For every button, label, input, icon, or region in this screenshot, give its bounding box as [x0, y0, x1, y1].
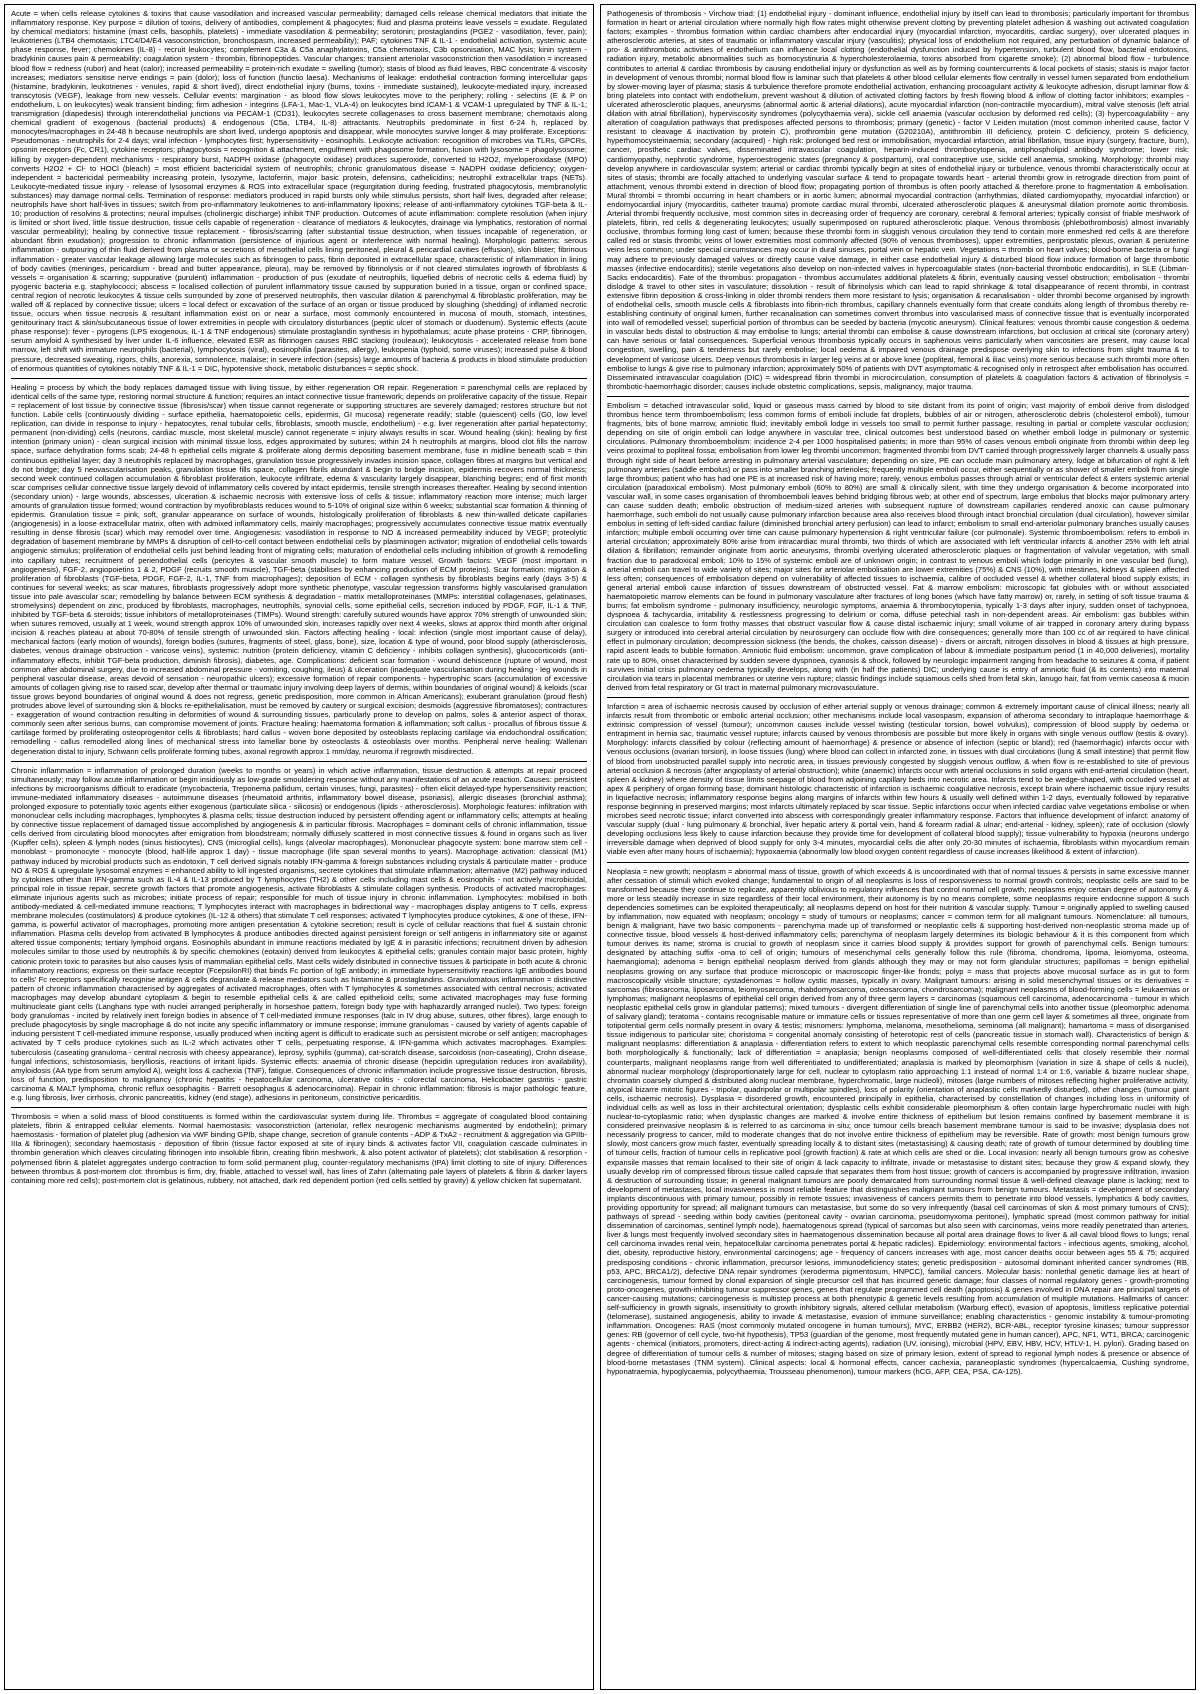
section-divider: [607, 697, 1189, 698]
section-divider: [11, 1107, 587, 1108]
section-divider: [11, 378, 587, 379]
section-divider: [607, 862, 1189, 863]
notes-thrombosis: Thrombosis = when a solid mass of blood constituents is formed within the cardiovascular system during life. Thrombus = aggregate of coagulated blood containing platelets, fibrin & entrapped cellular elements. Normal haemostasis: vasoconstriction (arteriolar, reflex neurogenic mechanisms augmented by endothelin); primary haemostasis - formation of platelet plug (adhesion via vWF binding GPIb, shape change, secretion of granule contents - ADP & TxA2 - recruitment & aggregation via GPIIb-IIIa & fibrinogen); secondary haemostasis - deposition of fibrin (tissue factor exposed at site of injury binds & activates factor VII, coagulation cascade culminates in thrombin generation which cleaves circulating fibrinogen into insoluble fibrin, creating fibrin meshwork, & also potent activator of platelets); clot stabilisation & resorption - polymerised fibrin & platelet aggregates undergo contraction to form solid permanent plug, counter-regulatory mechanisms (tPA) limit clotting to site of injury. Differences between thrombus & post-mortem clot: thrombus is firm, dry, friable, attached to vessel wall, has lines of Zahn (alternating pale layers of platelets & fibrin & darker layers containing more red cells); post-mortem clot is gelatinous, rubbery, not attached, dark red dependent portion (red cells settled by gravity) & yellow chicken fat supernatant.: [11, 1112, 587, 1185]
notes-healing: Healing = process by which the body replaces damaged tissue with living tissue, by either regeneration OR repair. Regeneration = parenchymal cells are replaced by identical cells of the same type, restoring normal structure & function; requires an intact connective tissue framework; depends on proliferative capacity of the tissue. Repair = replacement of lost tissue by connective tissue (fibrosis/scar) when tissue cannot regenerate or supporting structures are severely damaged; restores structure but not function. Labile cells (continuously dividing - surface epithelia, haematopoietic cells, epidermis, GI mucosa) regenerate readily; stable (quiescent) cells (G0, low level replication, can divide in response to injury - hepatocytes, renal tubular cells, fibroblasts, smooth muscle, endothelium) - e.g. liver regeneration after partial hepatectomy; permanent (non-dividing) cells (neurons, cardiac muscle, most skeletal muscle) cannot regenerate = injury always results in scar. Wound healing (skin): healing by first intention (primary union) - clean surgical incision with minimal tissue loss, edges approximated by sutures; within 24 h neutrophils at margins, blood clot fills the narrow space, surface dehydration forms scab; 24-48 h epithelial cells migrate & proliferate along dermis depositing basement membrane, fuse in midline beneath scab = thin continuous epithelial layer; day 3 neutrophils replaced by macrophages, granulation tissue progressively invades incision space, collagen fibres at margins but vertical and do not bridge; day 5 neovascularisation peaks, granulation tissue fills space, collagen fibrils abundant & begin to bridge incision, epidermis recovers normal thickness; second week continued collagen accumulation & fibroblast proliferation, leukocyte infiltrate, edema & vascularity largely disappear, blanching begins; end of first month scar comprises cellular connective tissue largely devoid of inflammatory cells covered by intact epidermis, tensile strength increases thereafter. Healing by second intention (secondary union) - large wounds, abscesses, ulceration & ischaemic necrosis with extensive loss of cells & tissue; inflammatory reaction more intense; much larger amounts of granulation tissue formed; wound contraction by myofibroblasts reduces wound to 5-10% of original size within 6 weeks; substantial scar formation & thinning of epidermis. Granulation tissue = pink, soft, granular appearance on surface of wounds, histologically proliferation of fibroblasts & new thin-walled delicate capillaries (angiogenesis) in a loose extracellular matrix, often with admixed inflammatory cells, mainly macrophages; progressively accumulates connective tissue matrix eventually resulting in dense fibrosis (scar) which may remodel over time. Angiogenesis: vasodilation in response to NO & increased permeability induced by VEGF; proteolytic degradation of basement membrane by MMPs & disruption of cell-to-cell contact between endothelial cells by plasminogen activator; migration of endothelial cells towards angiogenic stimulus; proliferation of endothelial cells just behind leading front of migrating cells; maturation of endothelial cells including inhibition of growth & remodelling into capillary tubes; recruitment of periendothelial cells (pericytes & vascular smooth muscle) to form mature vessel. Growth factors: VEGF (most important in angiogenesis), FGF-2, angiopoietins 1 & 2, PDGF (recruits smooth muscle), TGF-beta (stabilises by enhancing production of ECM proteins). Scar formation: migration & proliferation of fibroblasts (TGF-beta, PDGF, FGF-2, IL-1, TNF from macrophages); deposition of ECM - collagen synthesis by fibroblasts begins early (days 3-5) & continues for several weeks; as scar matures, fibroblasts progressively adopt more synthetic phenotype, vascular regression transforms highly vascularised granulation tissue into pale avascular scar; remodelling by balance between ECM synthesis & degradation - matrix metalloproteinases (MMPs: interstitial collagenases, gelatinases, stromelysins) dependent on zinc, produced by fibroblasts, macrophages, neutrophils, synovial cells, some epithelial cells, secretion induced by PDGF, FGF, IL-1 & TNF, inhibited by TGF-beta & steroids; tissue inhibitors of metalloproteinases (TIMPs). Wound strength: carefully sutured wounds have approx 70% strength of unwounded skin; when sutures removed, usually at 1 week, wound strength approx 10% of unwounded skin, increases rapidly over next 4 weeks, slows at approx third month after original incision & reaches plateau at about 70-80% of tensile strength of unwounded skin. Factors affecting healing - local: infection (single most important cause of delay), mechanical factors (early motion of wounds), foreign bodies (sutures, fragments of steel, glass, bone), size, location & type of wound, poor blood supply (atherosclerosis, diabetes, venous drainage obstruction - varicose veins), systemic: nutrition (protein deficiency, vitamin C deficiency - inhibits collagen synthesis), glucocorticoids (anti-inflammatory effects, inhibit TGF-beta production, diminish fibrosis), diabetes, age. Complications: deficient scar formation - wound dehiscence (rupture of wound, most common after abdominal surgery, due to increased abdominal pressure - vomiting, coughing, ileus) & ulceration (inadequate vascularisation during healing - leg wounds in peripheral vascular disease, areas devoid of sensation - neuropathic ulcers); excessive formation of repair components - hypertrophic scars (accumulation of excessive amounts of collagen giving rise to raised scar, develop after thermal or traumatic injury involving deep layers of dermis, within boundaries of original wound) & keloids (scar tissue grows beyond boundaries of original wound & does not regress, genetic predisposition, more common in African Americans); exuberant granulation (proud flesh) protrudes above level of surrounding skin & blocks re-epithelialisation, must be removed by cautery or surgical excision; desmoids (aggressive fibromatoses); contractures - exaggeration of wound contraction resulting in deformities of wound & surrounding tissues, particularly prone to develop on palms, soles & anterior aspect of thorax, commonly seen after serious burns, can compromise movement of joints. Fracture healing: haematoma formation & inflammation; soft callus - procallus of fibrous tissue & cartilage formed by proliferating osteoprogenitor cells & fibroblasts; hard callus - woven bone deposited by osteoblasts replacing cartilage via endochondral ossification; remodelling - callus remodelled along lines of mechanical stress into lamellar bone by osteoclasts & osteoblasts over months. Peripheral nerve healing: Wallerian degeneration distal to injury, Schwann cells proliferate forming tubes, axonal regrowth approx 1 mm/day, neuroma if regrowth misdirected.: [11, 382, 587, 756]
notes-neoplasia: Neoplasia = new growth; neoplasm = abnormal mass of tissue, growth of which exceeds & is uncoordinated with that of normal tissues & persists in same excessive manner after cessation of stimuli which evoked change; fundamental to origin of all neoplasms is loss of responsiveness to normal growth controls; neoplastic cells are said to be transformed because they continue to replicate, apparently oblivious to regulatory influences that control normal cell growth; neoplasms enjoy certain degree of autonomy & more or less steadily increase in size regardless of their local environment, their autonomy is by no means complete, some neoplasms require endocrine support & such dependencies sometimes can be exploited therapeutically; all neoplasms depend on host for their nutrition & vascular supply. Tumour = originally applied to swelling caused by inflammation, now equated with neoplasm; oncology = study of tumours or neoplasms; cancer = common term for all malignant tumours. Nomenclature: all tumours, benign & malignant, have two basic components - parenchyma made up of transformed or neoplastic cells & supporting host-derived non-neoplastic stroma made up of connective tissue, blood vessels & host-derived inflammatory cells; parenchyma of neoplasm largely determines its biologic behaviour & it is this component from which tumour derives its name; stroma is crucial to growth of neoplasm since it carries blood supply & provides support for growth of parenchymal cells. Benign tumours: designated by attaching suffix -oma to cell of origin; tumours of mesenchymal cells generally follow this rule (fibroma, chondroma, lipoma, leiomyoma, osteoma, haemangioma); adenoma = benign epithelial neoplasm derived from glands although they may or may not form glandular structures; papillomas = benign epithelial neoplasms growing on any surface that produce microscopic or macroscopic finger-like fronds; polyp = mass that projects above mucosal surface as in gut to form macroscopically visible structure; cystadenomas = hollow cystic masses, typically in ovary. Malignant tumours: arising in solid mesenchymal tissues or its derivatives = sarcomas (fibrosarcoma, liposarcoma, leiomyosarcoma, rhabdomyosarcoma, osteosarcoma, chondrosarcoma); malignant neoplasms of blood-forming cells = leukaemias or lymphomas; malignant neoplasms of epithelial cell origin derived from any of three germ layers = carcinomas (squamous cell carcinoma, adenocarcinoma - tumour in which neoplastic epithelial cells grow in glandular patterns); mixed tumours - divergent differentiation of single line of parenchymal cells into another tissue (pleomorphic adenoma of salivary gland); teratoma - contains recognisable mature or immature cells or tissues representative of more than one germ cell layer & sometimes all three, originate from totipotential germ cells normally present in ovary & testis; misnomers: lymphoma, melanoma, mesothelioma, seminoma (all malignant); hamartoma = mass of disorganised tissue indigenous to particular site; choristoma = congenital anomaly consisting of heterotopic rest of cells (pancreatic tissue in stomach wall). Characteristics of benign & malignant neoplasms: differentiation & anaplasia - differentiation refers to extent to which neoplastic parenchymal cells resemble corresponding normal parenchymal cells both morphologically & functionally; lack of differentiation = anaplasia; benign neoplasms composed of well-differentiated cells that closely resemble their normal counterparts, malignant neoplasms range from well differentiated to undifferentiated; anaplasia is marked by pleomorphism (variation in size & shape of cells & nuclei), abnormal nuclear morphology (disproportionately large for cell, nuclear to cytoplasm ratio approaching 1:1 instead of normal 1:4 or 1:6, variable & bizarre nuclear shape, chromatin coarsely clumped & distributed along nuclear membrane, hyperchromatic, large nucleoli), mitoses (large numbers of mitoses reflecting higher proliferative activity, atypical bizarre mitotic figures - tripolar, quadripolar or multipolar spindles), loss of polarity (orientation of anaplastic cells markedly disturbed), other changes (tumour giant cells, ischaemic necrosis). Dysplasia = disordered growth, encountered principally in epithelia, characterised by constellation of changes including loss in uniformity of individual cells as well as loss in their architectural orientation; dysplastic cells exhibit considerable pleomorphism & often contain large hyperchromatic nuclei with high nuclear-to-cytoplasmic ratio; when dysplastic changes are marked & involve entire thickness of epithelium but lesion remains confined by basement membrane it is considered preinvasive neoplasm & is referred to as carcinoma in situ; once tumour cells breach basement membrane tumour is said to be invasive; dysplasia does not necessarily progress to cancer, mild to moderate changes that do not involve entire thickness of epithelium may be reversible. Rate of growth: most benign tumours grow slowly, most cancers grow much faster, eventually spreading locally & to distant sites (metastasising) & causing death; rate of growth of tumour determined by doubling time of tumour cells, fraction of tumour cells in replicative pool (growth fraction) & rate at which cells are shed or die. Local invasion: nearly all benign tumours grow as cohesive expansile masses that remain localised to their site of origin & lack capacity to infiltrate, invade or metastasise to distant sites; because they grow & expand slowly, they usually develop rim of compressed fibrous tissue called capsule that separates them from host tissue; growth of cancers is accompanied by progressive infiltration, invasion & destruction of surrounding tissue; in general malignant tumours are poorly demarcated from surrounding normal tissue & well-defined cleavage plane is lacking; next to development of metastases, local invasiveness is most reliable feature that distinguishes malignant tumours from benign tumours. Metastasis = development of secondary implants discontinuous with primary tumour, possibly in remote tissues; invasiveness of cancers permits them to penetrate into blood vessels, lymphatics & body cavities, providing opportunity for spread; all malignant tumours can metastasise, but some do so very infrequently (basal cell carcinomas of skin & most primary tumours of CNS); pathways of spread - seeding within body cavities (peritoneal cavity - ovarian carcinoma, pseudomyxoma peritonei), lymphatic spread (most common pathway for initial dissemination of carcinomas, sentinel lymph node), haematogenous spread (typical of sarcomas but also seen with carcinomas, veins more readily penetrated than arteries, liver & lungs most frequently involved secondary sites in haematogenous dissemination because all portal area drainage flows to liver & all caval blood flows to lungs; renal cell carcinoma invades renal vein, hepatocellular carcinoma penetrates portal & hepatic radicles). Epidemiology: environmental factors - infectious agents, smoking, alcohol, diet, obesity, reproductive history, environmental carcinogens; age - frequency of cancers increases with age, most cancer deaths occur between ages 55 & 75; acquired predisposing conditions - chronic inflammation, precursor lesions, immunodeficiency states; genetic predisposition - autosomal dominant inherited cancer syndromes (RB, p53, APC, BRCA1/2), defective DNA repair syndromes (xeroderma pigmentosum, HNPCC), familial cancers. Molecular basis: nonlethal genetic damage lies at heart of carcinogenesis, tumour formed by clonal expansion of single precursor cell that has incurred genetic damage; four classes of normal regulatory genes - growth-promoting proto-oncogenes, growth-inhibiting tumour suppressor genes, genes that regulate programmed cell death (apoptosis) & genes involved in DNA repair are principal targets of cancer-causing mutations; carcinogenesis is multistep process at both phenotypic & genetic levels resulting from accumulation of multiple mutations. Hallmarks of cancer: self-sufficiency in growth signals, insensitivity to growth inhibitory signals, altered cellular metabolism (Warburg effect), evasion of apoptosis, limitless replicative potential (telomerase), sustained angiogenesis, ability to invade & metastasise, evasion of immune surveillance; enabling characteristics - genomic instability & tumour-promoting inflammation. Oncogenes: RAS (most commonly mutated oncogene in human tumours), MYC, ERBB2 (HER2), BCR-ABL, receptor tyrosine kinases; tumour suppressor genes: RB (governor of cell cycle, two-hit hypothesis), TP53 (guardian of the genome, most frequently mutated gene in human cancer), APC, NF1, WT1, BRCA; carcinogenic agents - chemical (initiators, promoters, direct-acting & indirect-acting agents), radiation (UV, ionising), microbial (HPV, EBV, HBV, HCV, HTLV-1, H. pylori). Grading based on degree of differentiation of tumour cells & number of mitoses; staging based on size of primary lesion, extent of spread to regional lymph nodes & presence or absence of blood-borne metastases (TNM system). Clinical aspects: local & hormonal effects, cancer cachexia, paraneoplastic syndromes (hypercalcaemia, Cushing syndrome, hyponatraemia, hypoglycaemia, polycythaemia, Trousseau phenomenon), tumour markers (hCG, AFP, CEA, PSA, CA-125).: [607, 866, 1189, 1376]
left-column: [4, 4, 594, 1690]
section-divider: [11, 761, 587, 762]
notes-page: [4, 4, 1196, 1690]
right-column: [600, 4, 1196, 1690]
section-divider: [607, 396, 1189, 397]
notes-chronic-inflammation: Chronic inflammation = inflammation of prolonged duration (weeks to months or years) in which active inflammation, tissue destruction & attempts at repair proceed simultaneously; may follow acute inflammation or begin insidiously as low-grade smouldering response without any manifestations of an acute reaction. Causes: persistent infections by microorganisms difficult to eradicate (mycobacteria, Treponema pallidum, certain viruses, fungi, parasites) - often elicit delayed-type hypersensitivity reaction; immune-mediated inflammatory diseases - autoimmune diseases (rheumatoid arthritis, inflammatory bowel disease, psoriasis), allergic diseases (bronchial asthma); prolonged exposure to potentially toxic agents either exogenous (particulate silica - silicosis) or endogenous (lipids - atherosclerosis). Morphologic features: infiltration with mononuclear cells including macrophages, lymphocytes & plasma cells; tissue destruction induced by persistent offending agent or inflammatory cells; attempts at healing by connective tissue replacement of damaged tissue accomplished by angiogenesis & in particular fibrosis. Macrophages = dominant cells of chronic inflammation, tissue cells derived from circulating blood monocytes after emigration from bloodstream; normally diffusely scattered in most connective tissues & found in organs such as liver (Kupffer cells), spleen & lymph nodes (sinus histiocytes), CNS (microglial cells), lungs (alveolar macrophages). Mononuclear phagocyte system: bone marrow stem cell - monoblast - promonocyte - monocyte (blood, half-life approx 1 day) - tissue macrophage (life span several months to years). Macrophage activation: classical (M1) pathway induced by microbial products such as endotoxin, T cell derived signals notably IFN-gamma & foreign substances including crystals & particulate matter - produce NO & ROS & upregulate lysosomal enzymes = enhanced ability to kill ingested organisms, secrete cytokines that stimulate inflammation; alternative (M2) pathway induced by cytokines other than IFN-gamma such as IL-4 & IL-13 produced by T lymphocytes (TH2) & other cells including mast cells & eosinophils - not actively microbicidal, principal role in tissue repair, secrete growth factors that promote angiogenesis, activate fibroblasts & stimulate collagen synthesis. Products of activated macrophages: eliminate injurious agents such as microbes; initiate process of repair; responsible for much of tissue injury in chronic inflammation. Lymphocytes: mobilised in both antibody-mediated & cell-mediated immune reactions; T lymphocytes interact with macrophages in bidirectional way - macrophages display antigens to T cells, express membrane molecules (costimulators) & produce cytokines (IL-12 & others) that stimulate T cell responses; activated T lymphocytes produce cytokines, & one of these, IFN-gamma, is powerful activator of macrophages, promoting more antigen presentation & cytokine secretion; result is cycle of cellular reactions that fuel & sustain chronic inflammation. Plasma cells develop from activated B lymphocytes & produce antibodies directed against persistent foreign or self antigens in inflammatory site or against altered tissue components; tertiary lymphoid organs. Eosinophils abundant in immune reactions mediated by IgE & in parasitic infections; recruitment driven by adhesion molecules similar to those used by neutrophils & by specific chemokines (eotaxin) derived from leukocytes & epithelial cells; granules contain major basic protein, highly cationic protein toxic to parasites but also causes lysis of mammalian epithelial cells. Mast cells widely distributed in connective tissues & participate in both acute & chronic inflammatory reactions; express on their surface receptor (FcepsilonRI) that binds Fc portion of IgE antibody; in immediate hypersensitivity reactions IgE antibodies bound to cells' Fc receptors specifically recognise antigen & cells degranulate & release mediators such as histamine & prostaglandins. Granulomatous inflammation = distinctive pattern of chronic inflammation characterised by aggregates of activated macrophages, often with T lymphocytes & sometimes associated with central necrosis; activated macrophages may develop abundant cytoplasm & begin to resemble epithelial cells & are called epithelioid cells; some activated macrophages may fuse forming multinucleate giant cells (Langhans type with nuclei arranged peripherally in horseshoe pattern, foreign body type with haphazardly arranged nuclei). Two types: foreign body granulomas - incited by relatively inert foreign bodies in absence of T cell-mediated immune responses (talc in IV drug abuse, sutures, other fibres), large enough to preclude phagocytosis by single macrophage & do not incite any specific inflammatory or immune response; immune granulomas - caused by variety of agents capable of inducing persistent T cell-mediated immune response, usually produced when inciting agent is difficult to eradicate such as persistent microbe or self antigen; macrophages activated by T cells produce cytokines such as IL-2 which activates other T cells, perpetuating response, & IFN-gamma which activates macrophages. Examples: tuberculosis (caseating granuloma - central necrosis with cheesy appearance), leprosy, syphilis (gumma), cat-scratch disease, sarcoidosis (non-caseating), Crohn disease, fungal infections, schistosomiasis, berylliosis, reactions of irritant lipids. Systemic effects: anaemia of chronic disease (hepcidin upregulation reduces iron availability), amyloidosis (AA type from serum amyloid A), weight loss & cachexia (TNF), fatigue. Consequences of chronic inflammation include progressive tissue destruction, fibrosis, loss of function, predisposition to malignancy (chronic hepatitis - hepatocellular carcinoma, ulcerative colitis - colorectal carcinoma, Helicobacter gastritis - gastric carcinoma & MALT lymphoma, chronic reflux oesophagitis - Barrett oesophagus & adenocarcinoma). Repair in chronic inflammation: fibrosis is major pathologic feature, e.g. lung fibrosis, liver cirrhosis, chronic pancreatitis, kidney (end stage), adhesions in peritoneum, constrictive pericarditis.: [11, 765, 587, 1102]
notes-virchow-triad: Pathogenesis of thrombosis - Virchow triad: (1) endothelial injury - dominant influence, endothelial injury by itself can lead to thrombosis; particularly important for thrombus formation in heart or arterial circulation where normally high flow rates might otherwise prevent clotting by preventing platelet adhesion & washing out activated coagulation factors; examples - thrombus formation within cardiac chambers after endocardial injury (myocardial infarction, myocarditis, cardiac surgery), over ulcerated plaques in atherosclerotic arteries, at sites of traumatic or inflammatory vascular injury (vasculitis); physical loss of endothelium not required, any perturbation of dynamic balance of pro- & antithrombotic activities of endothelium can influence local clotting (endothelial dysfunction induced by hypertension, turbulent blood flow, bacterial endotoxins, radiation injury, metabolic abnormalities such as homocystinuria & hypercholesterolaemia, toxins absorbed from cigarette smoke); (2) abnormal blood flow - turbulence contributes to arterial & cardiac thrombosis by causing endothelial injury or dysfunction as well as by forming countercurrents & local pockets of stasis; stasis is major factor in development of venous thrombi; normal blood flow is laminar such that platelets & other blood cellular elements flow centrally in vessel lumen separated from endothelium by slower-moving layer of plasma; stasis & turbulence therefore promote endothelial activation, enhancing procoagulant activity & leukocyte adhesion, disrupt laminar flow & bring platelets into contact with endothelium, prevent washout & dilution of activated clotting factors by fresh flowing blood & inflow of clotting factor inhibitors; examples - ulcerated atherosclerotic plaques, aneurysms (abnormal aortic & arterial dilations), acute myocardial infarction (non-contractile myocardium), mitral valve stenosis (left atrial dilation with atrial fibrillation), hyperviscosity syndromes (polycythaemia vera), sickle cell anaemia (vascular occlusion by deformed red cells); (3) hypercoagulability - any alteration of coagulation pathways that predisposes affected persons to thrombosis; primary (genetic) - factor V Leiden mutation (most common inherited cause, factor V resistant to cleavage & inactivation by protein C), prothrombin gene mutation (G20210A), antithrombin III deficiency, protein C deficiency, protein S deficiency, hyperhomocysteinaemia; secondary (acquired) - high risk: prolonged bed rest or immobilisation, myocardial infarction, atrial fibrillation, tissue injury (surgery, fracture, burn), cancer, prosthetic cardiac valves, disseminated intravascular coagulation, heparin-induced thrombocytopenia, antiphospholipid antibody syndrome; lower risk: cardiomyopathy, nephrotic syndrome, hyperoestrogenic states (pregnancy & postpartum), oral contraceptive use, sickle cell anaemia, smoking. Morphology: thrombi may develop anywhere in cardiovascular system; arterial or cardiac thrombi typically begin at sites of endothelial injury or turbulence, venous thrombi characteristically occur at sites of stasis; thrombi are focally attached to underlying vascular surface & tend to propagate towards heart - arterial thrombi grow in retrograde direction from point of attachment, venous thrombi extend in direction of blood flow; propagating portion of thrombus is often poorly attached & therefore prone to fragmentation & embolisation. Mural thrombi = thrombi occurring in heart chambers or in aortic lumen; abnormal myocardial contraction (arrhythmias, dilated cardiomyopathy, myocardial infarction) or endomyocardial injury (myocarditis, catheter trauma) promote cardiac mural thrombi, ulcerated atherosclerotic plaques & aneurysmal dilation promote aortic thrombosis. Arterial thrombi frequently occlusive, most common sites in decreasing order of frequency are coronary, cerebral & femoral arteries; typically consist of friable meshwork of platelets, fibrin, red cells & degenerating leukocytes; usually superimposed on ruptured atherosclerotic plaque. Venous thrombosis (phlebothrombosis) almost invariably occlusive, thrombus forming long cast of lumen; because these thrombi form in sluggish venous circulation they tend to contain more enmeshed red cells & are therefore called red or stasis thrombi; veins of lower extremities most commonly affected (90% of venous thromboses), upper extremities, periprostatic plexus, ovarian & periuterine veins less common; under special circumstances may occur in dural sinuses, portal vein or hepatic vein. Vegetations = thrombi on heart valves; blood-borne bacteria or fungi may adhere to previously damaged valves or directly cause valve damage, in either case endothelial injury & disturbed blood flow induce formation of large thrombotic masses (infective endocarditis); sterile vegetations also develop on non-infected valves in hypercoagulable states (non-bacterial thrombotic endocarditis), in SLE (Libman-Sacks endocarditis). Fate of the thrombus: propagation - thrombus accumulates additional platelets & fibrin, eventually causing vessel obstruction; embolisation - thrombi dislodge & travel to other sites in vasculature; dissolution - result of fibrinolysis which can lead to rapid shrinkage & total disappearance of recent thrombi, in contrast extensive fibrin deposition & cross-linking in older thrombi renders them more resistant to lysis; organisation & recanalisation - older thrombi become organised by ingrowth of endothelial cells, smooth muscle cells & fibroblasts into fibrin-rich thrombus, capillary channels eventually form that create conduits along length of thrombus thereby re-establishing continuity of original lumen, further recanalisation can sometimes convert thrombus into vascularised mass of connective tissue that is eventually incorporated into wall of remodelled vessel; superficial portion of thrombus can be seeded by bacteria (mycotic aneurysm). Clinical features: venous thrombi cause congestion & oedema in vascular beds distal to obstruction & may embolise to lungs; arterial thrombi can embolise & cause downstream infarctions, but occlusion at critical site (coronary artery) can have serious or fatal consequences. Superficial venous thrombosis typically occurs in saphenous veins particularly when varicosities are present, may cause local congestion, swelling, pain & tenderness but rarely embolise; local oedema & impaired venous drainage predispose overlying skin to infections from slight trauma & to development of varicose ulcers. Deep venous thrombosis in larger leg veins at or above knee (popliteal, femoral & iliac veins) more serious because such thrombi more often embolise to lungs & give rise to pulmonary infarction; approximately 50% of patients with DVT asymptomatic & recognised only in retrospect after embolisation has occurred. Disseminated intravascular coagulation (DIC) = widespread fibrin thrombi in microcirculation, consumption of platelets & coagulation factors & activation of fibrinolysis = thrombotic-haemorrhagic disorder; causes include obstetric complications, sepsis, malignancy, major trauma.: [607, 9, 1189, 391]
notes-embolism: Embolism = detached intravascular solid, liquid or gaseous mass carried by blood to site distant from its point of origin; vast majority of emboli derive from dislodged thrombus hence term thromboembolism; less common forms of emboli include fat droplets, bubbles of air or nitrogen, atherosclerotic debris (cholesterol emboli), tumour fragments, bits of bone marrow, amniotic fluid; inevitably emboli lodge in vessels too small to permit further passage, resulting in partial or complete vascular occlusion; depending on site of origin emboli can lodge anywhere in vascular tree, clinical outcomes best understood based on whether emboli lodge in pulmonary or systemic circulations. Pulmonary thromboembolism: incidence 2-4 per 1000 hospitalised patients; in more than 95% of cases venous emboli originate from thrombi within deep leg veins proximal to popliteal fossa; embolisation from lower leg thrombi uncommon; fragmented thrombi from DVT carried through progressively larger channels & usually pass through right side of heart before arresting in pulmonary arterial vasculature; depending on size, PE can occlude main pulmonary artery, lodge at bifurcation of right & left pulmonary arteries (saddle embolus) or pass into smaller branching arterioles; frequently multiple emboli occur, either sequentially or as shower of smaller emboli from single large thrombus; patient who has had one PE is at increased risk of having more; rarely, venous embolus passes through atrial or ventricular defect & enters systemic arterial circulation (paradoxical embolism). Most pulmonary emboli (60% to 80%) are small & clinically silent, with time they undergo organisation & become incorporated into vascular wall, in some cases organisation of thromboemboli leaves behind bridging fibrous web; at other end of spectrum, large embolus that blocks major pulmonary artery can cause sudden death; embolic obstruction of medium-sized arteries with subsequent rupture of downstream capillaries rendered anoxic can cause pulmonary haemorrhage, such emboli do not usually cause pulmonary infarction because area also receives blood through intact bronchial circulation (dual circulation), however similar embolus in setting of left-sided cardiac failure (diminished bronchial artery perfusion) can lead to infarct; embolism to small end-arteriolar pulmonary branches usually causes infarction; multiple emboli occurring over time can cause pulmonary hypertension & right ventricular failure (cor pulmonale). Systemic thromboembolism: refers to emboli in arterial circulation; approximately 80% arise from intracardiac mural thrombi, two thirds of which are associated with left ventricular infarcts & another 25% with left atrial dilation & fibrillation; remainder originate from aortic aneurysms, thrombi overlying ulcerated atherosclerotic plaques or fragmentation of valvular vegetation, with small fraction due to paradoxical emboli; 10% to 15% of systemic emboli are of unknown origin; in contrast to venous emboli which lodge primarily in one vascular bed (lung), arterial emboli can travel to wide variety of sites; major sites for arteriolar embolisation are lower extremities (75%) & CNS (10%), with intestines, kidneys & spleen affected less often; consequences of embolisation depend on vulnerability of affected tissues to ischaemia, calibre of occluded vessel & whether collateral blood supply exists; in general arterial emboli cause infarction of tissues downstream of obstructed vessel. Fat & marrow embolism: microscopic fat globules with or without associated haematopoietic marrow elements can be found in pulmonary vasculature after fractures of long bones (which have fatty marrow) or, rarely, in setting of soft tissue trauma & burns; fat embolism syndrome - pulmonary insufficiency, neurologic symptoms, anaemia & thrombocytopenia, typically 1-3 days after injury, sudden onset of tachypnoea, dyspnoea & tachycardia, irritability & restlessness progressing to delirium or coma, diffuse petechial rash in non-dependent areas. Air embolism: gas bubbles within circulation can coalesce to form frothy masses that obstruct vascular flow & cause distal ischaemic injury; small volume of air trapped in coronary artery during bypass surgery or introduced into cerebral arterial circulation by neurosurgery can occlude flow with dire consequences; generally more than 100 cc of air required to have clinical effect in pulmonary circulation; decompression sickness (the bends, the chokes, caisson disease) - divers or aircraft, nitrogen dissolves in blood & tissues at high pressure, rapid ascent leads to bubble formation. Amniotic fluid embolism: uncommon, grave complication of labour & immediate postpartum period (1 in 40,000 deliveries), mortality rate up to 80%, onset characterised by sudden severe dyspnoea, cyanosis & shock, followed by neurologic impairment ranging from headache to seizures & coma, if patient survives initial crisis pulmonary oedema typically develops, along with (in half the patients) DIC; underlying cause is entry of amniotic fluid (& its contents) into maternal circulation via tears in placental membranes or uterine vein rupture; classic findings include squamous cells shed from fetal skin, lanugo hair, fat from vernix caseosa & mucin derived from fetal respiratory or GI tract in maternal pulmonary microvasculature.: [607, 400, 1189, 692]
notes-infarction: Infarction = area of ischaemic necrosis caused by occlusion of either arterial supply or venous drainage; common & extremely important cause of clinical illness; nearly all infarcts result from thrombotic or embolic arterial occlusion; other mechanisms include local vasospasm, expansion of atheroma secondary to intraplaque haemorrhage & extrinsic compression of vessel (tumour); uncommon causes include vessel twisting (testicular torsion, bowel volvulus), compression of blood supply by oedema or entrapment in hernia sac, traumatic vessel rupture; infarcts caused by venous thrombosis are possible but more likely in organs with single venous outflow (testis & ovary). Morphology: infarcts classified by colour (reflecting amount of haemorrhage) & presence or absence of infection (septic or bland); red (haemorrhagic) infarcts occur with venous occlusions (ovarian torsion), in loose tissues (lung) where blood can collect in infarcted zone, in tissues with dual circulations (lung & small intestine) that permit flow of blood from unobstructed parallel supply into necrotic area, in tissues previously congested by sluggish venous outflow, & when flow is re-established to site of previous arterial occlusion & necrosis (after angioplasty of arterial obstruction); white (anaemic) infarcts occur with arterial occlusions in solid organs with end-arterial circulation (heart, spleen & kidney) where density of tissue limits seepage of blood from adjoining capillary beds into necrotic area. Infarcts tend to be wedge-shaped, with occluded vessel at apex & periphery of organ forming base; dominant histologic characteristic of infarction is ischaemic coagulative necrosis, except brain where ischaemic tissue injury results in liquefactive necrosis; inflammatory response begins along margins of infarcts within few hours & usually well defined within 1-2 days, eventually followed by reparative response beginning in preserved margins; most infarcts ultimately replaced by scar tissue. Septic infarctions occur when infected cardiac valve vegetations embolise or when microbes seed necrotic tissue; infarct converted into abscess with correspondingly greater inflammatory response. Factors that influence development of infarct: anatomy of vascular supply (dual - lung pulmonary & bronchial, liver hepatic artery & portal vein, hand & forearm radial & ulnar; end-arterial - kidney, spleen); rate of occlusion (slowly developing occlusions less likely to cause infarction because they provide time for development of collateral blood supply); tissue vulnerability to hypoxia (neurons undergo irreversible damage when deprived of blood supply for only 3-4 minutes, myocardial cells die after only 20-30 minutes of ischaemia, fibroblasts within myocardium remain viable even after many hours of ischaemia); hypoxaemia (abnormally low blood oxygen content regardless of cause increases likelihood & extent of infarction).: [607, 701, 1189, 857]
notes-inflammation: Acute = when cells release cytokines & toxins that cause vasodilation and increased vascular permeability; damaged cells release chemical mediators that initiate the inflammatory response. Key purpose = dilution of toxins, delivery of antibodies, complement & phagocytes; fluid and plasma proteins leave vessels = exudate. Regulated by chemical mediators: histamine (mast cells, basophils, platelets) - immediate vasodilation & permeability; serotonin; prostaglandins (PGE2 - vasodilation, fever, pain); leukotrienes (LTB4 chemotaxis; LTC4/D4/E4 vasoconstriction, bronchospasm, increased permeability); PAF; cytokines TNF & IL-1 - endothelial activation, systemic acute phase response, fever; chemokines (IL-8) - recruit leukocytes; complement C3a & C5a anaphylatoxins, C5a chemotaxis, C3b opsonisation, MAC lysis; kinin system - bradykinin causes pain & permeability; coagulation system - thrombin, fibrinopeptides. Vascular changes: transient arteriolar vasoconstriction then vasodilation = increased blood flow = redness (rubor) and heat (calor); increased permeability = protein-rich exudate = swelling (tumor); stasis of blood as fluid leaves, RBC concentrate & viscosity increases; mediators sensitise nerve endings = pain (dolor); loss of function (functio laesa). Mechanisms of leakage: endothelial contraction forming intercellular gaps (histamine, bradykinin, leukotrienes - venules, rapid & short lived), direct endothelial injury (burns, toxins - immediate sustained), leukocyte-mediated injury, increased transcytosis (VEGF), leakage from new vessels. Cellular events: margination - as blood flow slows leukocytes move to the periphery; rolling - selectins (E & P on endothelium, L on leukocytes) weak transient binding; firm adhesion - integrins (LFA-1, Mac-1, VLA-4) on leukocytes bind ICAM-1 & VCAM-1 upregulated by TNF & IL-1; transmigration (diapedesis) through interendothelial junctions via PECAM-1 (CD31), leukocytes secrete collagenases to cross basement membrane; chemotaxis along chemical gradient of exogenous (bacterial products) & endogenous (C5a, LTB4, IL-8) attractants. Neutrophils predominate in first 6-24 h, replaced by monocytes/macrophages in 24-48 h because neutrophils are short lived, undergo apoptosis and disappear, while monocytes survive longer & may proliferate. Exceptions: Pseudomonas - neutrophils for 2-4 days; viral infection - lymphocytes first; hypersensitivity - eosinophils. Leukocyte activation: recognition of microbes via TLRs, GPCRs, opsonin receptors (Fc, CR1), cytokine receptors; phagocytosis = recognition & attachment, engulfment with phagosome formation, fusion with lysosome = phagolysosome; killing by oxygen-dependent mechanisms - respiratory burst, NADPH oxidase (phagocyte oxidase) produces superoxide, converted to H2O2, myeloperoxidase (MPO) converts H2O2 + Cl- to HOCl (bleach) = most efficient bactericidal system of neutrophils; chronic granulomatous disease = NADPH oxidase deficiency; oxygen-independent = bactericidal permeability increasing protein, lysozyme, lactoferrin, major basic protein, defensins, cathelicidins; neutrophil extracellular traps (NETs). Leukocyte-mediated tissue injury - release of lysosomal enzymes & ROS into extracellular space (regurgitation during feeding, frustrated phagocytosis, membranolytic substances) may damage normal cells. Termination of response: mediators produced in rapid bursts only while stimulus persists, short half lives, degraded after release; neutrophils have short half-lives in tissues; switch from pro-inflammatory leukotrienes to anti-inflammatory lipoxins; release of anti-inflammatory cytokines TGF-beta & IL-10; production of resolvins & protectins; neural impulses (cholinergic discharge) inhibit TNF production. Outcomes of acute inflammation: complete resolution (when injury is limited or short lived, little tissue destruction, tissue cells capable of regeneration - clearance of mediators & leukocytes, drainage via lymphatics, restoration of normal vascular permeability); healing by connective tissue replacement - fibrosis/scarring (after substantial tissue destruction, when tissues incapable of regeneration, or abundant fibrin exudation); progression to chronic inflammation (persistence of injurious agent or interference with normal healing). Morphologic patterns: serous inflammation - outpouring of thin fluid derived from plasma or secretions of mesothelial cells lining peritoneal, pleural & pericardial cavities (effusion), skin blister; fibrinous inflammation - greater vascular leakage allowing large molecules such as fibrinogen to pass, fibrin deposited in extracellular space, characteristic of inflammation in lining of body cavities (meninges, pericardium - bread and butter appearance, pleura), may be removed by fibrinolysis or if not cleared stimulates ingrowth of fibroblasts & vessels = organisation & scarring; suppurative (purulent) inflammation - production of pus (exudate of neutrophils, liquefied debris of necrotic cells & edema fluid) by pyogenic bacteria e.g. staphylococci; abscess = localised collection of purulent inflammatory tissue caused by suppuration buried in a tissue, organ or confined space, central region of necrotic leukocytes & tissue cells surrounded by zone of preserved neutrophils, then vascular dilation & parenchymal & fibroblastic proliferation, may be walled off & replaced by connective tissue; ulcers = local defect or excavation of the surface of an organ or tissue produced by sloughing (shedding) of inflamed necrotic tissue, occurs when tissue necrosis & resultant inflammation exist on or near a surface, most commonly encountered in mucosa of mouth, stomach, intestines, genitourinary tract & skin/subcutaneous tissue of lower extremities in people with circulatory disturbances (peptic ulcer of stomach or duodenum). Systemic effects (acute phase response): fever - pyrogens (LPS exogenous, IL-1 & TNF endogenous) stimulate prostaglandin synthesis in hypothalamus; acute phase proteins - CRP, fibrinogen, serum amyloid A synthesised by liver under IL-6 influence, elevated ESR as fibrinogen causes RBC stacking (rouleaux); leukocytosis - accelerated release from bone marrow, left shift with immature neutrophils (bacterial), lymphocytosis (viral), eosinophilia (parasites, allergy), leukopenia (typhoid, some viruses); increased pulse & blood pressure, decreased sweating, rigors, chills, anorexia, somnolence, malaise; in severe infection (sepsis) large amounts of bacteria & products in blood stimulate production of enormous quantities of cytokines notably TNF & IL-1 = DIC, hypotensive shock, metabolic disturbances = septic shock.: [11, 9, 587, 373]
